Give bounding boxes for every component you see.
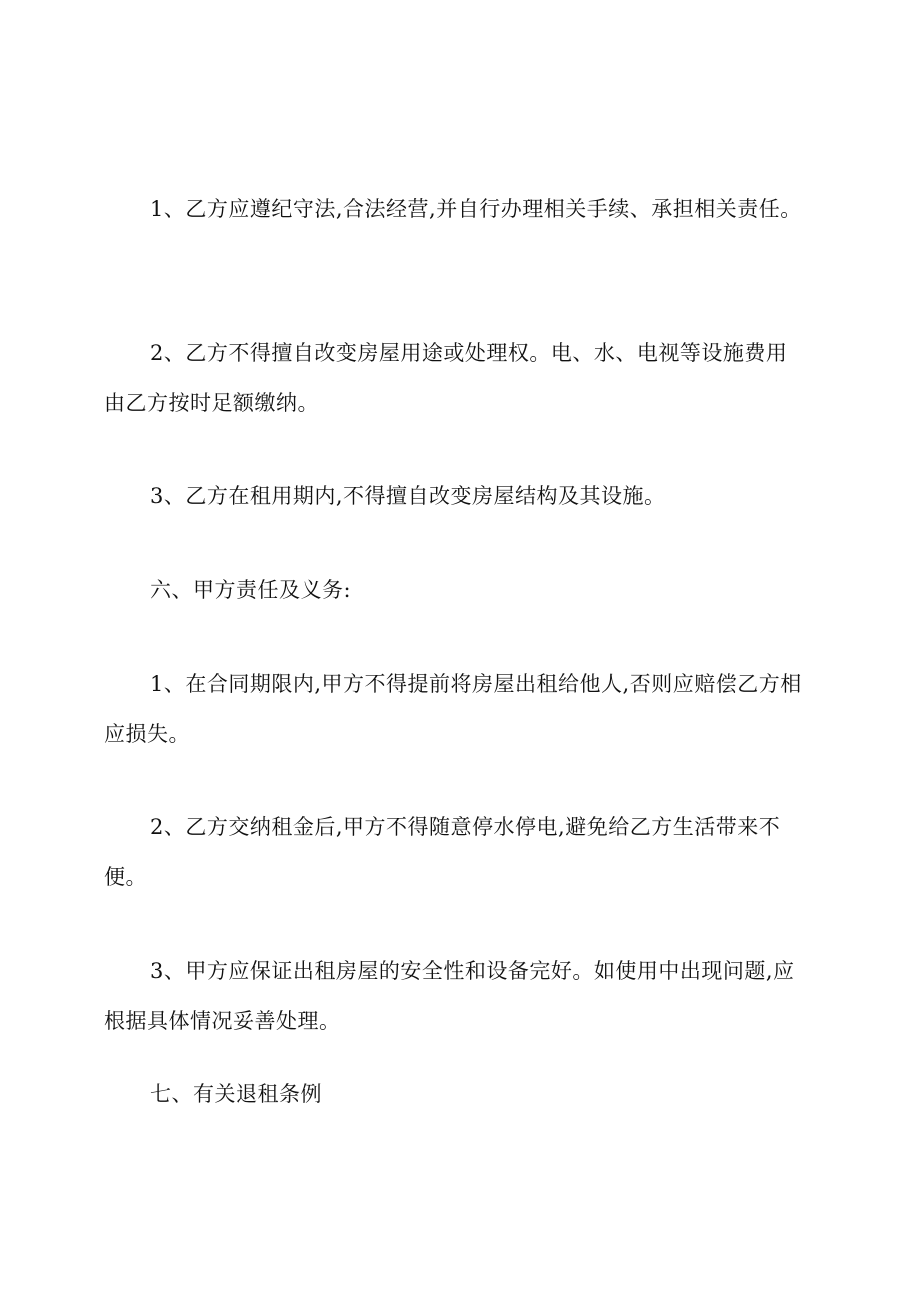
section-heading: 六、甲方责任及义务: <box>150 578 352 602</box>
section-heading: 七、有关退租条例 <box>150 1082 322 1106</box>
clause-paragraph: 2、乙方不得擅自改变房屋用途或处理权。电、水、电视等设施费用由乙方按时足额缴纳。 <box>104 341 788 415</box>
clause-paragraph: 3、乙方在租用期内,不得擅自改变房屋结构及其设施。 <box>150 484 666 508</box>
clause-paragraph: 3、甲方应保证出租房屋的安全性和设备完好。如使用中出现问题,应根据具体情况妥善处理。 <box>104 959 795 1033</box>
clause-paragraph: 1、乙方应遵纪守法,合法经营,并自行办理相关手续、承担相关责任。 <box>150 197 802 221</box>
clause-paragraph: 1、在合同期限内,甲方不得提前将房屋出租给他人,否则应赔偿乙方相应损失。 <box>104 672 802 746</box>
clause-paragraph: 2、乙方交纳租金后,甲方不得随意停水停电,避免给乙方生活带来不便。 <box>104 815 781 889</box>
